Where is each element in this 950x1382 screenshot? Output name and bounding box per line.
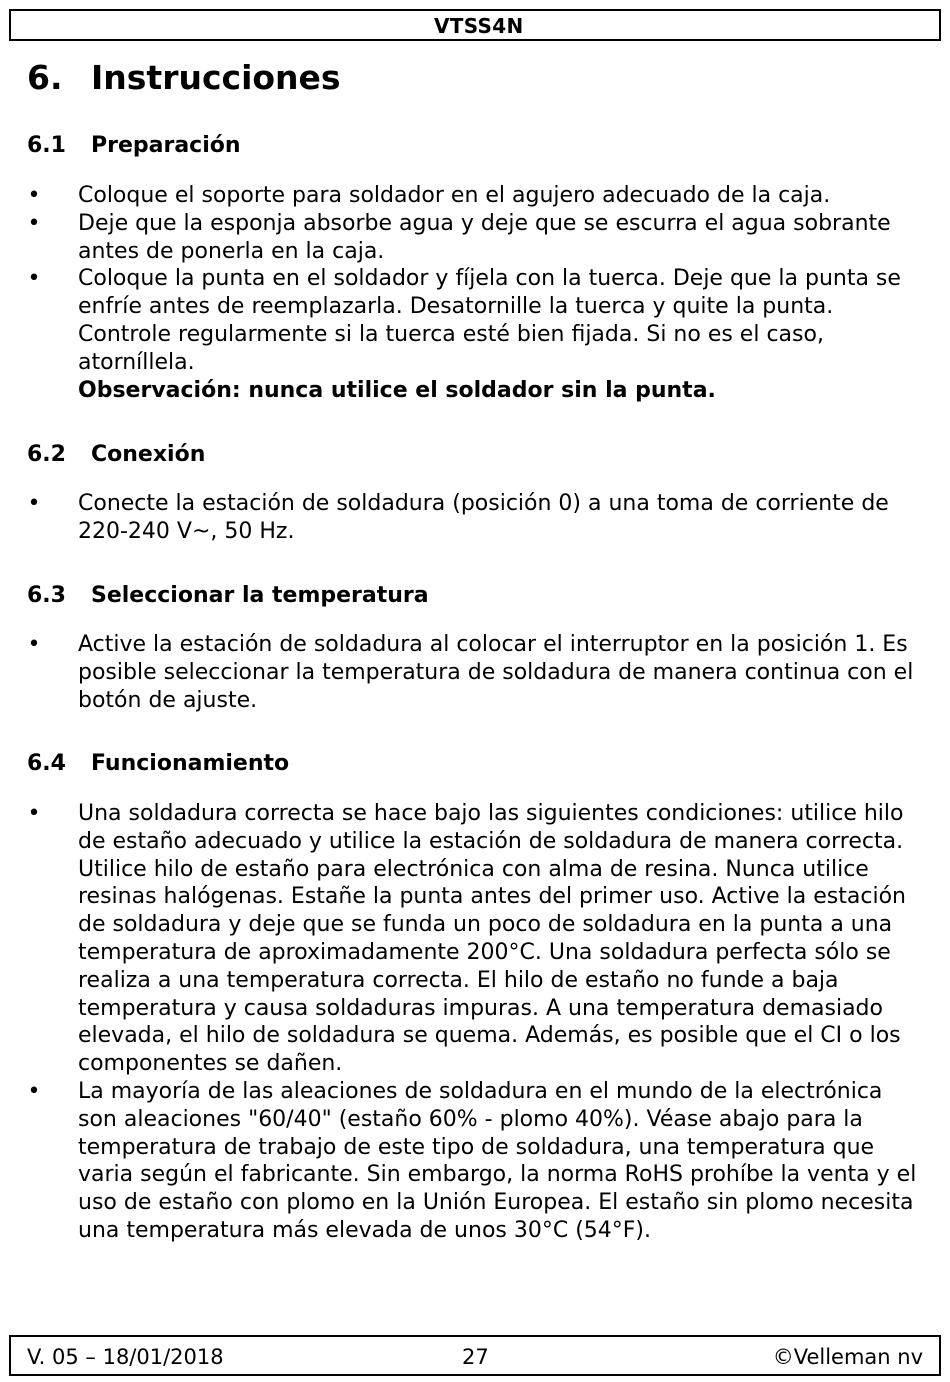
list-item [27, 182, 927, 210]
model-name: VTSS4N [434, 14, 524, 38]
section-number: 6.1 [27, 133, 66, 158]
footer-version: V. 05 – 18/01/2018 [27, 1345, 224, 1369]
list-item [27, 1078, 927, 1245]
list-item [27, 631, 927, 714]
list-item-text: Deje que la esponja absorbe agua y deje que se escurra el agua sobrante antes de ponerla en la caja. [78, 210, 891, 264]
section-heading-temperatura [27, 583, 429, 608]
list-item [27, 800, 927, 1078]
section-number: 6.2 [27, 442, 66, 467]
section-title: Conexión [91, 442, 206, 467]
footer-page-number: 27 [462, 1345, 489, 1369]
bullet-icon: • [27, 801, 41, 826]
section-list-temperatura [27, 631, 927, 714]
section-number: 6.4 [27, 751, 66, 776]
list-item-text: Active la estación de soldadura al colocar el interruptor en la posición 1. Es posible seleccionar la temperatura de soldadura de manera continua con el botón de ajuste. [78, 632, 914, 713]
section-list-funcionamiento [27, 800, 927, 1245]
bullet-icon: • [27, 491, 41, 516]
chapter-number: 6. [27, 58, 63, 97]
bullet-icon: • [27, 266, 41, 292]
list-item [27, 265, 927, 404]
section-heading-conexion [27, 442, 205, 467]
list-item [27, 490, 927, 546]
bullet-icon: • [27, 183, 41, 208]
safety-note: Observación: nunca utilice el soldador sin la punta. [78, 377, 716, 403]
section-heading-preparacion [27, 133, 241, 158]
chapter-title: Instrucciones [91, 58, 341, 97]
section-title: Funcionamiento [91, 751, 290, 776]
section-title: Preparación [91, 133, 241, 158]
chapter-heading [27, 58, 341, 97]
section-title: Seleccionar la temperatura [91, 583, 429, 608]
list-item [27, 210, 927, 266]
section-list-preparacion [27, 182, 927, 404]
section-list-conexion [27, 490, 927, 546]
bullet-icon: • [27, 632, 41, 657]
footer-copyright: ©Velleman nv [772, 1345, 923, 1369]
list-item-text: Coloque el soporte para soldador en el agujero adecuado de la caja. [78, 183, 831, 208]
list-item-text: Conecte la estación de soldadura (posición 0) a una toma de corriente de 220-240 V~, 50 Hz. [78, 491, 889, 544]
list-item-text: La mayoría de las aleaciones de soldadura en el mundo de la electrónica son aleaciones "60/40" (estaño 60% - plomo 40%). Véase abajo para la temperatura de trabajo de este tipo de soldadura, una temperatura que varia según el fabricante. Sin embargo, la norma RoHS prohíbe la venta y el uso de estaño con plomo en la Unión Europea. El estaño sin plomo necesita una temperatura más elevada de unos 30°C (54°F). [78, 1078, 917, 1243]
list-item-text: Coloque la punta en el soldador y fíjela con la tuerca. Deje que la punta se enfríe antes de reemplazarla. Desatornille la tuerca y quite la punta. Controle regularmente si la tuerca esté bien fijada. Si no es el caso, atorníllela. [78, 266, 901, 375]
bullet-icon: • [27, 210, 41, 236]
bullet-icon: • [27, 1078, 41, 1104]
list-item-text: Una soldadura correcta se hace bajo las siguientes condiciones: utilice hilo de estaño adecuado y utilice la estación de soldadura de manera correcta. Utilice hilo de estaño para electrónica con alma de resina. Nunca utilice resinas halógenas. Estañe la punta antes del primer uso. Active la estación de soldadura y deje que se funda un poco de soldadura en la punta a una temperatura de aproximadamente 200°C. Una soldadura perfecta sólo se realiza a una temperatura correcta. El hilo de estaño no funde a baja temperatura y causa soldaduras impuras. A una temperatura demasiado elevada, el hilo de soldadura se quema. Además, es posible que el CI o los componentes se dañen. [78, 801, 906, 1077]
section-heading-funcionamiento [27, 751, 289, 776]
section-number: 6.3 [27, 583, 66, 608]
